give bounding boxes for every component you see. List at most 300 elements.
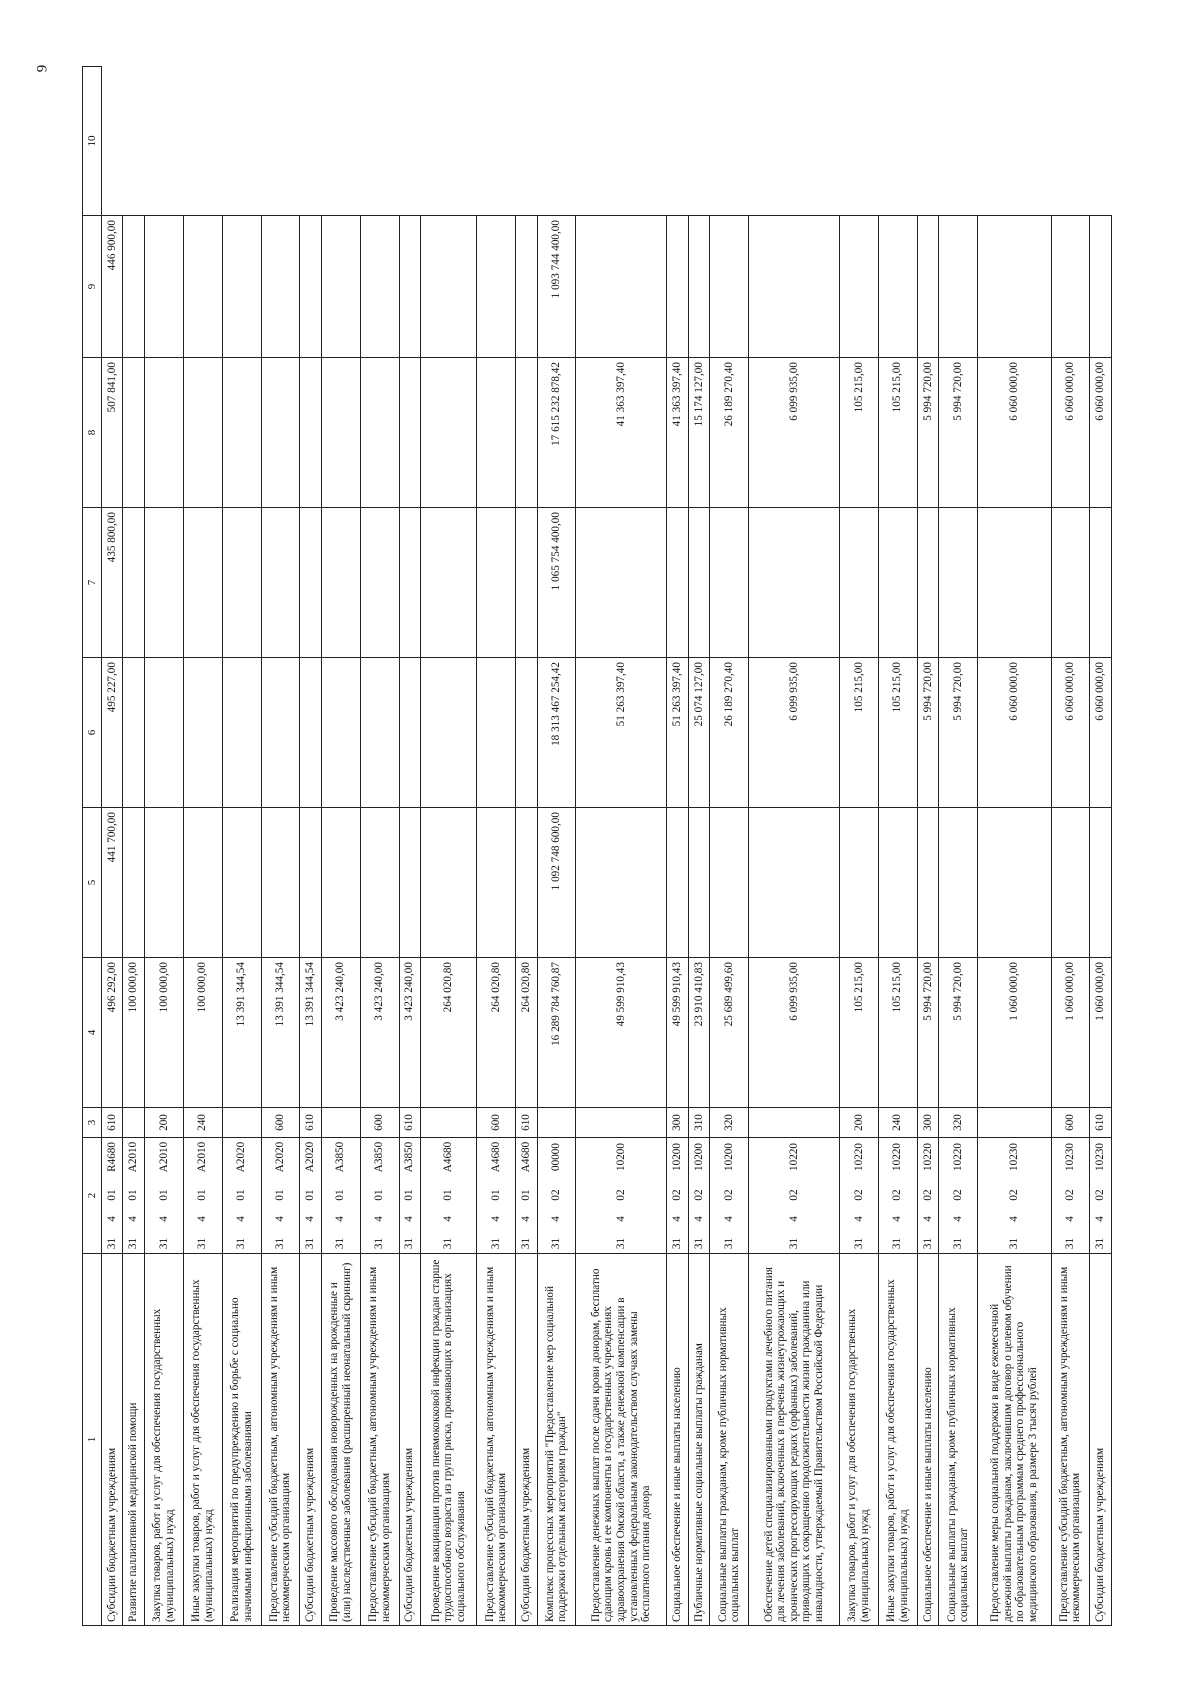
row-amount-c8 xyxy=(300,508,321,658)
row-amount-c6 xyxy=(1090,808,1112,958)
code-part: 4 xyxy=(373,1216,386,1222)
code-part: 31 xyxy=(852,1237,865,1250)
row-amount-c7: 5 994 720,00 xyxy=(939,658,978,808)
row-amount-c7: 18 313 467 254,42 xyxy=(537,658,576,808)
row-code-cell xyxy=(477,1138,516,1254)
row-amount-c10 xyxy=(144,216,183,358)
row-expense-type-cell: 310 xyxy=(688,1108,709,1138)
table-row xyxy=(537,67,576,1626)
table-row xyxy=(977,67,1051,1626)
table-row xyxy=(477,67,516,1626)
code-part: 01 xyxy=(489,1189,502,1201)
row-amount-c6 xyxy=(878,808,917,958)
row-expense-type-cell: 200 xyxy=(144,1108,183,1138)
row-amount-c8 xyxy=(477,508,516,658)
row-amount-c5: 264 020,80 xyxy=(421,958,477,1108)
row-name-cell: Предоставление субсидий бюджетным, автономным учреждениям и иным некоммерческим организациям xyxy=(477,1254,516,1626)
row-amount-c6 xyxy=(917,808,938,958)
row-name-cell: Закупка товаров, работ и услуг для обеспечения государственных (муниципальных) нужд xyxy=(839,1254,878,1626)
header-cell-8: 8 xyxy=(83,358,102,508)
row-code-cell xyxy=(749,1138,840,1254)
row-amount-c10 xyxy=(878,216,917,358)
header-cell-2: 2 xyxy=(83,1138,102,1254)
code-part: 4 xyxy=(442,1216,455,1222)
row-amount-c7 xyxy=(399,658,420,808)
row-code-cell xyxy=(977,1138,1051,1254)
code-part: 31 xyxy=(373,1237,386,1250)
row-amount-c7: 6 060 000,00 xyxy=(1090,658,1112,808)
row-amount-c7: 6 060 000,00 xyxy=(1051,658,1090,808)
row-amount-c5: 5 994 720,00 xyxy=(939,958,978,1108)
row-expense-type-cell: 600 xyxy=(360,1108,399,1138)
row-amount-c6 xyxy=(516,808,537,958)
row-expense-type-cell xyxy=(321,1108,360,1138)
code-part: 31 xyxy=(105,1237,118,1250)
row-amount-c10 xyxy=(123,216,144,358)
row-code-cell xyxy=(917,1138,938,1254)
row-amount-c6 xyxy=(222,808,261,958)
code-part: 4 xyxy=(274,1216,287,1222)
row-amount-c5: 100 000,00 xyxy=(144,958,183,1108)
row-code-cell xyxy=(183,1138,222,1254)
code-part: 10220 xyxy=(951,1143,964,1171)
row-amount-c5: 3 423 240,00 xyxy=(399,958,420,1108)
row-amount-c7 xyxy=(360,658,399,808)
table-row xyxy=(421,67,477,1626)
code-part: 31 xyxy=(722,1237,735,1250)
code-part: 31 xyxy=(520,1237,532,1250)
row-amount-c6 xyxy=(576,808,667,958)
row-amount-c5: 496 292,00 xyxy=(102,958,123,1108)
row-amount-c7: 6 060 000,00 xyxy=(977,658,1051,808)
row-amount-c10 xyxy=(839,216,878,358)
table-row xyxy=(261,67,300,1626)
row-amount-c9: 41 363 397,40 xyxy=(576,358,667,508)
row-amount-c7: 25 074 127,00 xyxy=(688,658,709,808)
row-expense-type-cell xyxy=(421,1108,477,1138)
table-row xyxy=(222,67,261,1626)
row-amount-c5: 49 599 910,43 xyxy=(667,958,688,1108)
row-name-cell: Социальные выплаты гражданам, кроме публичных нормативных социальных выплат xyxy=(710,1254,749,1626)
row-name-cell: Предоставление денежных выплат после сдачи крови донорам, бесплатно сдающим кровь и ее компоненты в государственных учреждениях здравоохранения Омской области, а также денежной компенсации в установленных федеральным законодательством случаях замены бесплатного питания донора xyxy=(576,1254,667,1626)
row-amount-c10 xyxy=(300,216,321,358)
row-amount-c8 xyxy=(123,508,144,658)
row-amount-c6 xyxy=(1051,808,1090,958)
code-part: 4 xyxy=(403,1216,416,1222)
header-cell-5: 5 xyxy=(83,808,102,958)
code-parts xyxy=(853,1139,866,1252)
row-code-cell xyxy=(710,1138,749,1254)
row-amount-c7: 51 263 397,40 xyxy=(576,658,667,808)
row-amount-c9: 105 215,00 xyxy=(839,358,878,508)
row-amount-c9 xyxy=(399,358,420,508)
row-name-cell: Предоставление субсидий бюджетным, автономным учреждениям и иным некоммерческим организациям xyxy=(261,1254,300,1626)
code-part: A4680 xyxy=(520,1141,532,1173)
row-amount-c9 xyxy=(300,358,321,508)
code-parts xyxy=(196,1139,209,1252)
row-code-cell xyxy=(360,1138,399,1254)
code-parts xyxy=(723,1139,736,1252)
row-amount-c10 xyxy=(939,216,978,358)
row-amount-c5: 23 910 410,83 xyxy=(688,958,709,1108)
row-code-cell xyxy=(123,1138,144,1254)
code-part: 31 xyxy=(671,1237,684,1250)
row-amount-c9: 15 174 127,00 xyxy=(688,358,709,508)
row-code-cell xyxy=(516,1138,537,1254)
row-amount-c9: 6 099 935,00 xyxy=(749,358,840,508)
code-parts xyxy=(891,1139,904,1252)
row-amount-c8 xyxy=(222,508,261,658)
row-amount-c5: 264 020,80 xyxy=(477,958,516,1108)
code-part: 31 xyxy=(550,1237,563,1250)
row-amount-c8 xyxy=(360,508,399,658)
code-part: 31 xyxy=(1064,1237,1077,1250)
row-amount-c9: 5 994 720,00 xyxy=(917,358,938,508)
row-name-cell: Предоставление меры социальной поддержки в виде ежемесячной денежной выплаты гражданам, заключившим договор о целевом обучении по образовательным программам среднего профессионального медицинского образования, в размере 3 тысяч рублей xyxy=(977,1254,1051,1626)
code-part: 4 xyxy=(196,1216,209,1222)
code-part: 01 xyxy=(334,1189,347,1201)
row-expense-type-cell: 240 xyxy=(878,1108,917,1138)
header-cell-4: 4 xyxy=(83,958,102,1108)
row-expense-type-cell: 600 xyxy=(477,1108,516,1138)
row-amount-c9 xyxy=(321,358,360,508)
row-amount-c5: 3 423 240,00 xyxy=(360,958,399,1108)
code-part: 31 xyxy=(891,1237,904,1250)
row-amount-c9: 6 060 000,00 xyxy=(977,358,1051,508)
row-code-cell xyxy=(1090,1138,1112,1254)
row-amount-c7 xyxy=(477,658,516,808)
code-part: 4 xyxy=(671,1216,684,1222)
row-amount-c8 xyxy=(839,508,878,658)
code-part: A2010 xyxy=(196,1141,209,1173)
code-part: 4 xyxy=(891,1216,904,1222)
code-parts xyxy=(304,1139,317,1252)
row-name-cell: Проведение массового обследования новорожденных на врожденные и (или) наследственные заболевания (расширенный неонатальный скрининг) xyxy=(321,1254,360,1626)
row-amount-c7 xyxy=(183,658,222,808)
row-code-cell xyxy=(537,1138,576,1254)
code-part: 4 xyxy=(852,1216,865,1222)
row-amount-c9: 26 189 270,40 xyxy=(710,358,749,508)
table-row xyxy=(878,67,917,1626)
code-part: 02 xyxy=(692,1189,705,1201)
row-amount-c8 xyxy=(917,508,938,658)
code-part: 4 xyxy=(304,1216,317,1222)
code-part: 01 xyxy=(274,1189,287,1201)
row-amount-c8 xyxy=(421,508,477,658)
table-row xyxy=(917,67,938,1626)
row-amount-c8 xyxy=(688,508,709,658)
code-parts xyxy=(403,1139,416,1252)
code-parts xyxy=(693,1139,706,1252)
row-amount-c5: 264 020,80 xyxy=(516,958,537,1108)
row-amount-c8 xyxy=(144,508,183,658)
code-part: R4680 xyxy=(105,1142,118,1172)
row-amount-c5: 16 289 784 760,87 xyxy=(537,958,576,1108)
code-part: A3850 xyxy=(403,1141,416,1173)
row-amount-c7 xyxy=(261,658,300,808)
row-amount-c9: 105 215,00 xyxy=(878,358,917,508)
row-amount-c10 xyxy=(749,216,840,358)
row-code-cell xyxy=(421,1138,477,1254)
header-cell-1: 1 xyxy=(83,1254,102,1626)
row-amount-c7: 495 227,00 xyxy=(102,658,123,808)
code-part: 02 xyxy=(891,1189,904,1201)
row-amount-c6 xyxy=(977,808,1051,958)
row-amount-c10 xyxy=(576,216,667,358)
row-amount-c7: 6 099 935,00 xyxy=(749,658,840,808)
code-parts xyxy=(274,1139,287,1252)
row-name-cell: Социальное обеспечение и иные выплаты населению xyxy=(917,1254,938,1626)
table-row xyxy=(1051,67,1090,1626)
code-part: 10220 xyxy=(787,1143,800,1171)
code-part: 10220 xyxy=(852,1143,865,1171)
code-part: 31 xyxy=(334,1237,347,1250)
row-amount-c5: 49 599 910,43 xyxy=(576,958,667,1108)
row-expense-type-cell: 300 xyxy=(667,1108,688,1138)
row-name-cell: Иные закупки товаров, работ и услуг для обеспечения государственных (муниципальных) нужд xyxy=(183,1254,222,1626)
row-amount-c7 xyxy=(421,658,477,808)
row-amount-c8 xyxy=(977,508,1051,658)
row-amount-c7 xyxy=(144,658,183,808)
code-part: 4 xyxy=(157,1216,170,1222)
code-parts xyxy=(1064,1139,1077,1252)
row-expense-type-cell: 610 xyxy=(102,1108,123,1138)
row-expense-type-cell: 300 xyxy=(917,1108,938,1138)
row-amount-c9: 5 994 720,00 xyxy=(939,358,978,508)
code-part: 4 xyxy=(550,1216,563,1222)
code-part: 4 xyxy=(1064,1216,1077,1222)
row-amount-c8 xyxy=(183,508,222,658)
row-amount-c9: 17 615 232 878,42 xyxy=(537,358,576,508)
code-part: 10200 xyxy=(692,1143,705,1171)
code-parts xyxy=(1008,1139,1021,1252)
code-part: 01 xyxy=(196,1189,209,1201)
code-part: 10230 xyxy=(1064,1143,1077,1171)
row-amount-c9 xyxy=(123,358,144,508)
code-part: 02 xyxy=(787,1189,800,1201)
code-part: 31 xyxy=(1094,1237,1107,1250)
row-amount-c8 xyxy=(1051,508,1090,658)
row-name-cell: Развитие паллиативной медицинской помощи xyxy=(123,1254,144,1626)
row-name-cell: Предоставление субсидий бюджетным, автономным учреждениям и иным некоммерческим организациям xyxy=(1051,1254,1090,1626)
row-code-cell xyxy=(222,1138,261,1254)
code-part: 10200 xyxy=(671,1143,684,1171)
code-part: 10220 xyxy=(891,1143,904,1171)
row-amount-c9: 6 060 000,00 xyxy=(1090,358,1112,508)
code-part: 01 xyxy=(304,1189,317,1201)
row-code-cell xyxy=(321,1138,360,1254)
code-part: 31 xyxy=(787,1237,800,1250)
row-expense-type-cell xyxy=(576,1108,667,1138)
row-amount-c6 xyxy=(144,808,183,958)
row-expense-type-cell: 320 xyxy=(710,1108,749,1138)
code-part: 02 xyxy=(921,1189,934,1201)
code-part: A2010 xyxy=(127,1141,140,1173)
row-amount-c7 xyxy=(123,658,144,808)
row-amount-c6 xyxy=(749,808,840,958)
row-amount-c8 xyxy=(710,508,749,658)
row-name-cell: Комплекс процессных мероприятий "Предоставление мер социальной поддержки отдельным категориям граждан" xyxy=(537,1254,576,1626)
row-amount-c5: 105 215,00 xyxy=(878,958,917,1108)
row-amount-c10: 1 093 744 400,00 xyxy=(537,216,576,358)
row-code-cell xyxy=(102,1138,123,1254)
table-row xyxy=(183,67,222,1626)
row-amount-c7: 51 263 397,40 xyxy=(667,658,688,808)
row-amount-c10 xyxy=(917,216,938,358)
code-parts xyxy=(235,1139,248,1252)
table-row xyxy=(839,67,878,1626)
code-part: 02 xyxy=(951,1189,964,1201)
row-expense-type-cell: 610 xyxy=(516,1108,537,1138)
row-amount-c9 xyxy=(360,358,399,508)
table-row xyxy=(688,67,709,1626)
row-amount-c8: 1 065 754 400,00 xyxy=(537,508,576,658)
row-amount-c6 xyxy=(839,808,878,958)
row-amount-c5: 3 423 240,00 xyxy=(321,958,360,1108)
header-cell-3: 3 xyxy=(83,1108,102,1138)
row-amount-c9 xyxy=(144,358,183,508)
code-part: 4 xyxy=(692,1216,705,1222)
code-part: 02 xyxy=(722,1189,735,1201)
code-part: 4 xyxy=(489,1216,502,1222)
table-row xyxy=(144,67,183,1626)
code-part: 31 xyxy=(235,1237,248,1250)
row-amount-c6 xyxy=(321,808,360,958)
row-expense-type-cell: 200 xyxy=(839,1108,878,1138)
row-code-cell xyxy=(667,1138,688,1254)
row-amount-c5: 105 215,00 xyxy=(839,958,878,1108)
code-parts xyxy=(922,1139,935,1252)
row-amount-c8 xyxy=(399,508,420,658)
table-row xyxy=(710,67,749,1626)
table-row xyxy=(123,67,144,1626)
code-parts xyxy=(615,1139,628,1252)
row-amount-c5: 25 689 499,60 xyxy=(710,958,749,1108)
row-amount-c8 xyxy=(576,508,667,658)
row-amount-c8 xyxy=(321,508,360,658)
row-amount-c10 xyxy=(516,216,537,358)
row-amount-c10 xyxy=(477,216,516,358)
row-amount-c9: 6 060 000,00 xyxy=(1051,358,1090,508)
code-part: 31 xyxy=(951,1237,964,1250)
code-parts xyxy=(788,1139,801,1252)
code-parts xyxy=(106,1139,119,1252)
row-name-cell: Иные закупки товаров, работ и услуг для обеспечения государственных (муниципальных) нужд xyxy=(878,1254,917,1626)
code-part: A3850 xyxy=(373,1141,386,1173)
row-amount-c6 xyxy=(183,808,222,958)
code-part: 4 xyxy=(722,1216,735,1222)
code-parts xyxy=(520,1139,533,1252)
code-part: 10220 xyxy=(921,1143,934,1171)
row-amount-c9 xyxy=(261,358,300,508)
row-amount-c6 xyxy=(399,808,420,958)
header-cell-6: 6 xyxy=(83,658,102,808)
row-amount-c10 xyxy=(688,216,709,358)
code-part: 01 xyxy=(127,1189,140,1201)
table-row xyxy=(516,67,537,1626)
row-name-cell: Предоставление субсидий бюджетным, автономным учреждениям и иным некоммерческим организациям xyxy=(360,1254,399,1626)
row-code-cell xyxy=(261,1138,300,1254)
code-part: 10200 xyxy=(722,1143,735,1171)
code-part: 4 xyxy=(1007,1216,1020,1222)
table-row xyxy=(399,67,420,1626)
code-part: 01 xyxy=(105,1189,118,1201)
row-amount-c8 xyxy=(878,508,917,658)
code-part: 4 xyxy=(334,1216,347,1222)
row-amount-c6: 1 092 748 600,00 xyxy=(537,808,576,958)
code-part: 4 xyxy=(921,1216,934,1222)
code-part: 31 xyxy=(615,1237,628,1250)
header-cell-7: 7 xyxy=(83,508,102,658)
row-amount-c5: 1 060 000,00 xyxy=(977,958,1051,1108)
code-part: 01 xyxy=(235,1189,248,1201)
code-part: 31 xyxy=(274,1237,287,1250)
row-amount-c9 xyxy=(477,358,516,508)
row-amount-c6 xyxy=(261,808,300,958)
row-amount-c5: 1 060 000,00 xyxy=(1051,958,1090,1108)
code-parts xyxy=(671,1139,684,1252)
code-part: 31 xyxy=(442,1237,455,1250)
row-amount-c8 xyxy=(261,508,300,658)
code-parts xyxy=(1094,1139,1107,1252)
code-part: 01 xyxy=(373,1189,386,1201)
table-row xyxy=(360,67,399,1626)
table-header xyxy=(83,67,102,1626)
code-part: 4 xyxy=(520,1216,532,1222)
row-amount-c10 xyxy=(710,216,749,358)
code-part: 4 xyxy=(615,1216,628,1222)
row-amount-c6 xyxy=(300,808,321,958)
row-amount-c5: 5 994 720,00 xyxy=(917,958,938,1108)
row-amount-c5: 13 391 344,54 xyxy=(261,958,300,1108)
table-row xyxy=(321,67,360,1626)
code-part: 01 xyxy=(403,1189,416,1201)
code-part: 4 xyxy=(235,1216,248,1222)
row-code-cell xyxy=(878,1138,917,1254)
row-amount-c7: 5 994 720,00 xyxy=(917,658,938,808)
code-parts xyxy=(490,1139,503,1252)
code-part: 31 xyxy=(127,1237,140,1250)
row-amount-c8: 435 800,00 xyxy=(102,508,123,658)
code-part: 31 xyxy=(304,1237,317,1250)
code-parts xyxy=(373,1139,386,1252)
row-expense-type-cell: 600 xyxy=(1051,1108,1090,1138)
row-expense-type-cell xyxy=(123,1108,144,1138)
row-amount-c6: 441 700,00 xyxy=(102,808,123,958)
row-expense-type-cell: 610 xyxy=(399,1108,420,1138)
row-amount-c5: 100 000,00 xyxy=(183,958,222,1108)
row-amount-c7: 26 189 270,40 xyxy=(710,658,749,808)
code-part: 4 xyxy=(127,1216,140,1222)
header-cell-9: 9 xyxy=(83,216,102,358)
row-code-cell xyxy=(576,1138,667,1254)
row-amount-c10 xyxy=(977,216,1051,358)
row-amount-c9: 41 363 397,40 xyxy=(667,358,688,508)
code-parts xyxy=(334,1139,347,1252)
row-amount-c5: 13 391 344,54 xyxy=(300,958,321,1108)
code-part: 00000 xyxy=(550,1143,563,1171)
code-part: 10230 xyxy=(1094,1143,1107,1171)
table-row xyxy=(939,67,978,1626)
table-row xyxy=(576,67,667,1626)
row-amount-c10 xyxy=(421,216,477,358)
row-name-cell: Реализация мероприятий по предупреждению и борьбе с социально значимыми инфекционными заболеваниями xyxy=(222,1254,261,1626)
row-name-cell: Субсидии бюджетным учреждениям xyxy=(516,1254,537,1626)
code-part: 10230 xyxy=(1007,1143,1020,1171)
row-amount-c8 xyxy=(1090,508,1112,658)
row-amount-c7: 105 215,00 xyxy=(839,658,878,808)
row-amount-c9 xyxy=(516,358,537,508)
